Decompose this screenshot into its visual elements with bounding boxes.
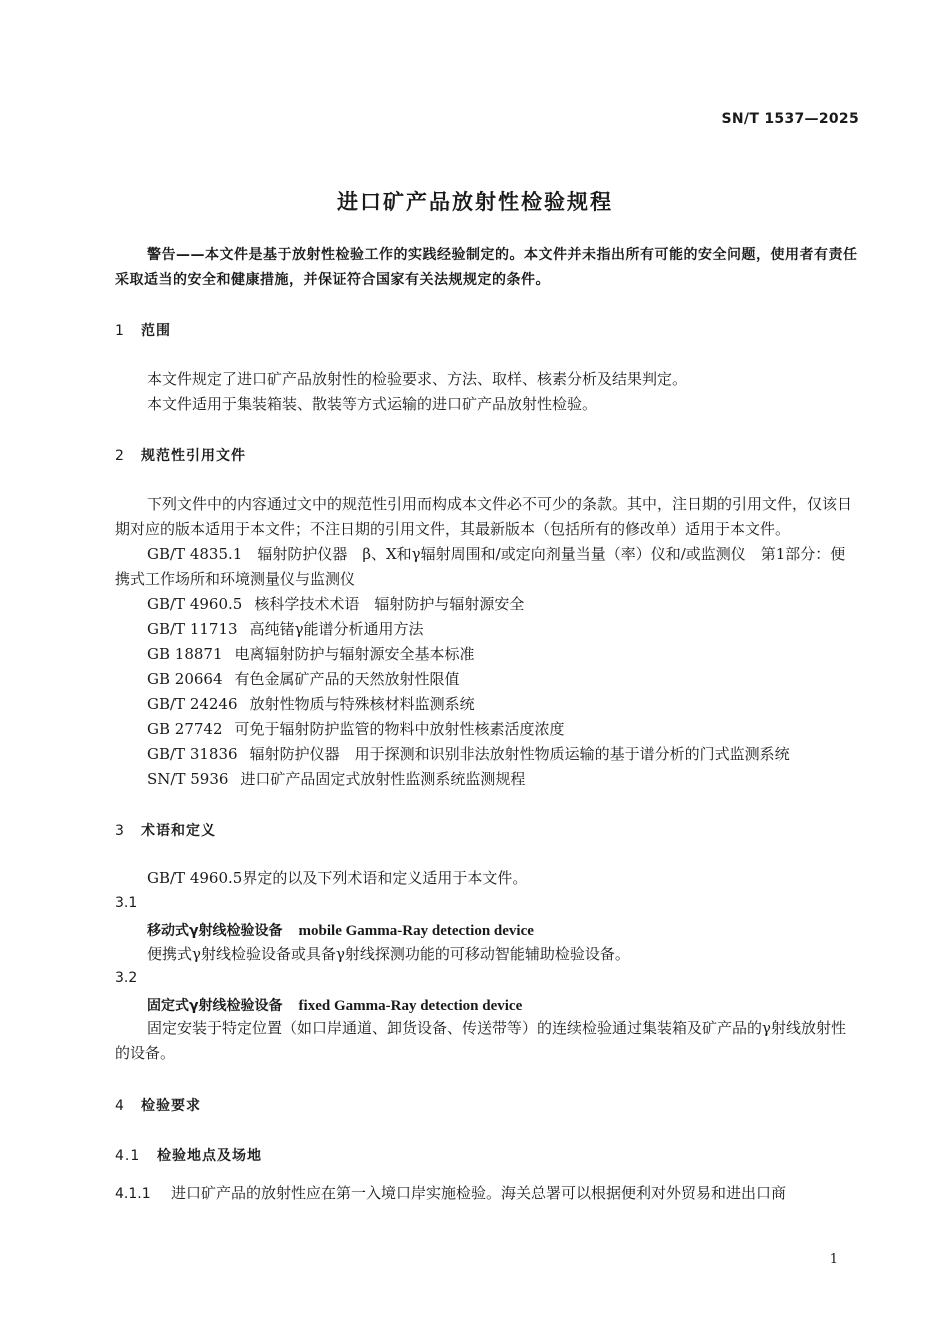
- term-heading: [147, 920, 534, 940]
- reference-item: [147, 692, 475, 717]
- section-1-heading: [115, 320, 171, 340]
- reference-item: [147, 642, 475, 667]
- reference-code: SN/T 5936: [147, 770, 229, 788]
- subsection-4-1-heading: [115, 1145, 262, 1165]
- section-title: 检验要求: [141, 1098, 201, 1114]
- reference-title: 有色金属矿产品的天然放射性限值: [234, 670, 460, 688]
- standard-number: SN/T 1537—2025: [721, 111, 859, 127]
- term-chinese: 移动式γ射线检验设备: [147, 923, 283, 939]
- page-number: 1: [829, 1252, 838, 1267]
- references-intro: 下列文件中的内容通过文中的规范性引用而构成本文件必不可少的条款。其中，注日期的引用文件，仅该日期对应的版本适用于本文件；不注日期的引用文件，其最新版本（包括所有的修改单）适用于本文件。: [115, 495, 853, 538]
- reference-code: GB/T 4960.5: [147, 595, 243, 613]
- term-heading: [147, 995, 522, 1015]
- term-english: fixed Gamma-Ray detection device: [298, 998, 523, 1014]
- section-4-heading: [115, 1095, 201, 1115]
- reference-code: GB/T 11713: [147, 620, 238, 638]
- term-definition: 固定安装于特定位置（如口岸通道、卸货设备、传送带等）的连续检验通过集装箱及矿产品的γ射线放射性的设备。: [115, 1019, 846, 1062]
- reference-code: GB/T 24246: [147, 695, 238, 713]
- section-2-heading: [115, 445, 246, 465]
- scope-paragraph-2: 本文件适用于集装箱装、散装等方式运输的进口矿产品放射性检验。: [147, 395, 598, 413]
- clause-4-1-1: [115, 1181, 860, 1207]
- reference-title: 辐射防护仪器 用于探测和识别非法放射性物质运输的基于谱分析的门式监测系统: [249, 745, 790, 763]
- reference-item: [147, 717, 565, 742]
- subsection-number: 4.1: [115, 1148, 141, 1164]
- reference-item: [147, 767, 525, 792]
- reference-gbt-4835-1: GB/T 4835.1 辐射防护仪器 β、X和γ辐射周围和/或定向剂量当量（率）仪和/或监测仪 第1部分：便携式工作场所和环境测量仪与监测仪: [115, 545, 846, 588]
- reference-code: GB/T 31836: [147, 745, 238, 763]
- term-chinese: 固定式γ射线检验设备: [147, 998, 283, 1014]
- reference-title: 进口矿产品固定式放射性监测系统监测规程: [240, 770, 526, 788]
- document-title: 进口矿产品放射性检验规程: [337, 190, 613, 214]
- reference-code: GB 18871: [147, 645, 223, 663]
- clause-number: 4.1.1: [115, 1186, 151, 1202]
- reference-item: [147, 742, 790, 767]
- reference-title: 可免于辐射防护监管的物料中放射性核素活度浓度: [234, 720, 565, 738]
- reference-title: 核科学技术术语 辐射防护与辐射源安全: [254, 595, 525, 613]
- scope-paragraph-1: 本文件规定了进口矿产品放射性的检验要求、方法、取样、核素分析及结果判定。: [147, 370, 688, 388]
- reference-item: [147, 617, 424, 642]
- term-definition: 便携式γ射线检验设备或具备γ射线探测功能的可移动智能辅助检验设备。: [147, 945, 630, 963]
- section-title: 范围: [141, 323, 171, 339]
- section-number: 3: [115, 823, 125, 839]
- subsection-title: 检验地点及场地: [157, 1148, 262, 1164]
- clause-text: 进口矿产品的放射性应在第一入境口岸实施检验。海关总署可以根据便利对外贸易和进出口商: [171, 1184, 787, 1202]
- section-title: 术语和定义: [141, 823, 216, 839]
- section-number: 4: [115, 1098, 125, 1114]
- reference-code: GB 20664: [147, 670, 223, 688]
- reference-title: 高纯锗γ能谱分析通用方法: [249, 620, 424, 638]
- section-title: 规范性引用文件: [141, 448, 246, 464]
- terms-intro: GB/T 4960.5界定的以及下列术语和定义适用于本文件。: [147, 869, 528, 887]
- section-3-heading: [115, 820, 216, 840]
- term-english: mobile Gamma-Ray detection device: [298, 923, 534, 939]
- term-number: 3.1: [115, 895, 138, 911]
- warning-paragraph: 警告——本文件是基于放射性检验工作的实践经验制定的。本文件并未指出所有可能的安全问题，使用者有责任采取适当的安全和健康措施，并保证符合国家有关法规规定的条件。: [115, 247, 858, 288]
- section-number: 1: [115, 323, 125, 339]
- reference-item: [147, 667, 460, 692]
- reference-item: [147, 592, 524, 617]
- reference-title: 放射性物质与特殊核材料监测系统: [249, 695, 475, 713]
- reference-code: GB 27742: [147, 720, 223, 738]
- term-number: 3.2: [115, 970, 138, 986]
- section-number: 2: [115, 448, 125, 464]
- reference-title: 电离辐射防护与辐射源安全基本标准: [234, 645, 475, 663]
